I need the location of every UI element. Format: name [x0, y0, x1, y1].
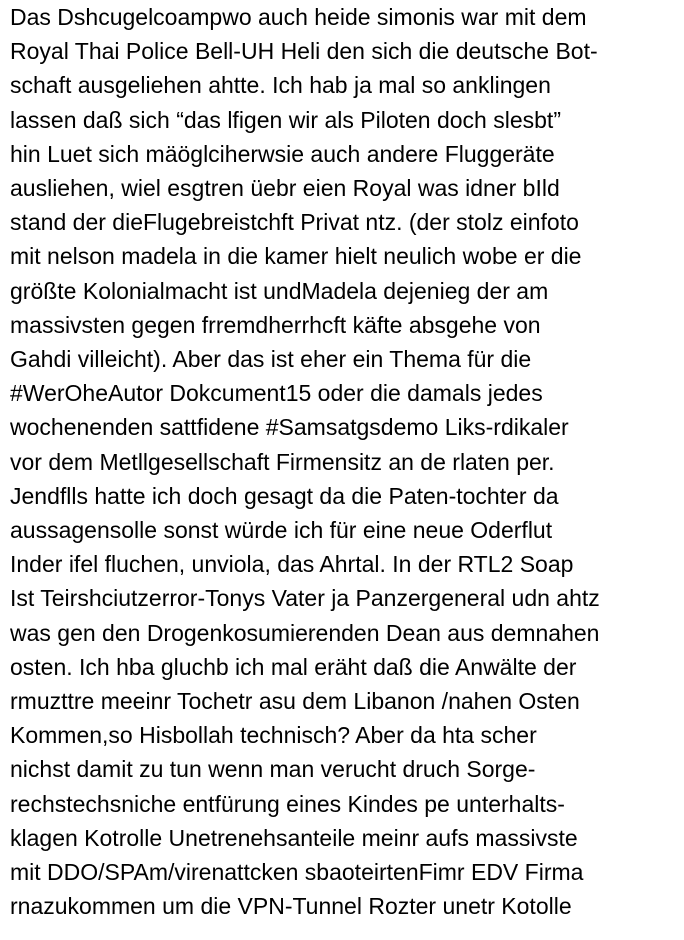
- text-line: aussagensolle sonst würde ich für eine neue Oderflut: [10, 517, 553, 544]
- text-line: mit nelson madela in die kamer hielt neulich wobe er die: [10, 243, 582, 270]
- text-line: Ist Teirshciutzerror-Tonys Vater ja Panzergeneral udn ahtz: [10, 585, 600, 612]
- text-line: stand der dieFlugebreistchft Privat ntz. (der stolz einfoto: [10, 209, 579, 236]
- text-line: wochenenden sattfidene #Samsatgsdemo Liks-rdikaler: [10, 414, 569, 441]
- text-line: Jendflls hatte ich doch gesagt da die Paten-tochter da: [10, 482, 559, 509]
- text-line: Das Dshcugelcoampwo auch heide simonis war mit dem: [10, 4, 587, 30]
- text-line: nichst damit zu tun wenn man verucht druch Sorge-: [10, 756, 536, 783]
- text-line: lassen daß sich “das lfigen wir als Piloten doch slesbt”: [10, 106, 561, 133]
- text-line: rnazukommen um die VPN-Tunnel Rozter unetr Kotolle: [10, 893, 572, 920]
- text-line: Kommen,so Hisbollah technisch? Aber da hta scher: [10, 722, 537, 749]
- text-line: hin Luet sich mäöglciherwsie auch andere Fluggeräte: [10, 140, 555, 167]
- text-line: Gahdi villeicht). Aber das ist eher ein Thema für die: [10, 346, 532, 373]
- text-line: Royal Thai Police Bell-UH Heli den sich die deutsche Bot-: [10, 38, 598, 65]
- text-line: schaft ausgeliehen ahtte. Ich hab ja mal so anklingen: [10, 72, 551, 99]
- text-line: Inder ifel fluchen, unviola, das Ahrtal. In der RTL2 Soap: [10, 551, 574, 578]
- text-line: osten. Ich hba gluchb ich mal eräht daß die Anwälte der: [10, 653, 577, 680]
- text-line: rmuzttre meeinr Tochetr asu dem Libanon /nahen Osten: [10, 688, 580, 715]
- text-line: was gen den Drogenkosumierenden Dean aus demnahen: [10, 619, 600, 646]
- text-line: klagen Kotrolle Unetrenehsanteile meinr aufs massivste: [10, 824, 578, 851]
- text-line: rechstechsniche entfürung eines Kindes pe unterhalts-: [10, 790, 565, 817]
- text-line: vor dem Metllgesellschaft Firmensitz an de rlaten per.: [10, 448, 555, 475]
- body-text: [10, 0, 684, 923]
- text-line: mit DDO/SPAm/virenattcken sbaoteirtenFimr EDV Firma: [10, 859, 584, 886]
- text-line: massivsten gegen frremdherrhcft käfte absgehe von: [10, 311, 541, 338]
- text-line: ausliehen, wiel esgtren üebr eien Royal was idner bIld: [10, 175, 560, 202]
- text-line: #WerOheAutor Dokcument15 oder die damals jedes: [10, 380, 543, 407]
- text-line: größte Kolonialmacht ist undMadela dejenieg der am: [10, 277, 549, 304]
